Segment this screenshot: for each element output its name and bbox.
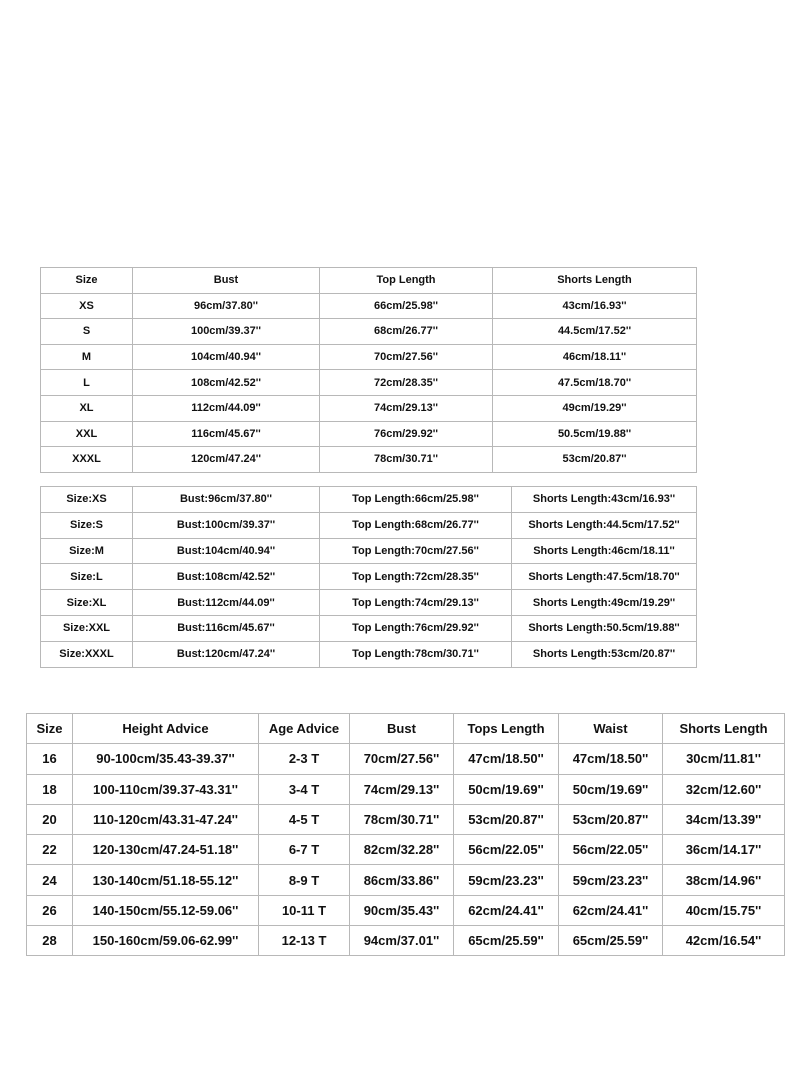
table-cell: 42cm/16.54'' (663, 926, 785, 956)
table-cell: 76cm/29.92'' (320, 421, 493, 447)
table-cell: 120cm/47.24'' (133, 447, 320, 473)
table-cell: 108cm/42.52'' (133, 370, 320, 396)
table-cell: 130-140cm/51.18-55.12'' (73, 865, 259, 895)
column-header: Age Advice (259, 714, 350, 744)
table-row (27, 835, 785, 865)
table-cell: 40cm/15.75'' (663, 895, 785, 925)
table-cell: Size:XXL (41, 615, 133, 641)
table-row (41, 538, 697, 564)
table-cell: Shorts Length:44.5cm/17.52'' (512, 512, 697, 538)
table-cell: Size:XS (41, 487, 133, 513)
table-cell: Top Length:68cm/26.77'' (320, 512, 512, 538)
table-cell: 56cm/22.05'' (559, 835, 663, 865)
table-cell: Bust:120cm/47.24'' (133, 641, 320, 667)
table-cell: 150-160cm/59.06-62.99'' (73, 926, 259, 956)
table-cell: Shorts Length:50.5cm/19.88'' (512, 615, 697, 641)
table-cell: 47cm/18.50'' (454, 744, 559, 774)
table-cell: L (41, 370, 133, 396)
table-cell: 49cm/19.29'' (493, 395, 697, 421)
table-cell: Top Length:66cm/25.98'' (320, 487, 512, 513)
table-row (41, 421, 697, 447)
table-cell: Top Length:78cm/30.71'' (320, 641, 512, 667)
table-cell: 53cm/20.87'' (454, 804, 559, 834)
table-cell: 8-9 T (259, 865, 350, 895)
table-cell: Bust:100cm/39.37'' (133, 512, 320, 538)
table-cell: 100-110cm/39.37-43.31'' (73, 774, 259, 804)
table-cell: 68cm/26.77'' (320, 319, 493, 345)
table-cell: 70cm/27.56'' (320, 344, 493, 370)
table-cell: 72cm/28.35'' (320, 370, 493, 396)
column-header: Shorts Length (663, 714, 785, 744)
kids-size-chart-table (26, 713, 785, 956)
table-cell: 24 (27, 865, 73, 895)
table-row (27, 774, 785, 804)
table-cell: M (41, 344, 133, 370)
table-cell: 56cm/22.05'' (454, 835, 559, 865)
column-header: Size (41, 268, 133, 294)
table-cell: 26 (27, 895, 73, 925)
table-cell: 44.5cm/17.52'' (493, 319, 697, 345)
table-cell: Size:XL (41, 590, 133, 616)
table-row (41, 564, 697, 590)
table-cell: 90cm/35.43'' (350, 895, 454, 925)
table-cell: 50cm/19.69'' (559, 774, 663, 804)
column-header: Height Advice (73, 714, 259, 744)
table-cell: 18 (27, 774, 73, 804)
table-cell: 74cm/29.13'' (350, 774, 454, 804)
table-cell: Size:XXXL (41, 641, 133, 667)
table-cell: S (41, 319, 133, 345)
size-chart-table (40, 267, 697, 473)
table-cell: 43cm/16.93'' (493, 293, 697, 319)
table-header-row (27, 714, 785, 744)
table-cell: 74cm/29.13'' (320, 395, 493, 421)
table-cell: 140-150cm/55.12-59.06'' (73, 895, 259, 925)
table-cell: XXXL (41, 447, 133, 473)
table-cell: XXL (41, 421, 133, 447)
table-cell: Top Length:72cm/28.35'' (320, 564, 512, 590)
table-cell: 53cm/20.87'' (493, 447, 697, 473)
table-cell: 50.5cm/19.88'' (493, 421, 697, 447)
table-cell: 12-13 T (259, 926, 350, 956)
table-cell: 86cm/33.86'' (350, 865, 454, 895)
table-cell: 28 (27, 926, 73, 956)
table-cell: Shorts Length:43cm/16.93'' (512, 487, 697, 513)
table-cell: 116cm/45.67'' (133, 421, 320, 447)
table-cell: 62cm/24.41'' (559, 895, 663, 925)
table-row (41, 319, 697, 345)
table-row (27, 865, 785, 895)
table-cell: 112cm/44.09'' (133, 395, 320, 421)
table-cell: Size:S (41, 512, 133, 538)
table-cell: Top Length:70cm/27.56'' (320, 538, 512, 564)
table-row (41, 447, 697, 473)
table-cell: 16 (27, 744, 73, 774)
table-cell: 110-120cm/43.31-47.24'' (73, 804, 259, 834)
table-header-row (41, 268, 697, 294)
table-cell: 38cm/14.96'' (663, 865, 785, 895)
table-cell: 3-4 T (259, 774, 350, 804)
labelled-size-table (40, 486, 697, 668)
table-cell: 66cm/25.98'' (320, 293, 493, 319)
table-row (41, 641, 697, 667)
table-cell: 100cm/39.37'' (133, 319, 320, 345)
column-header: Bust (133, 268, 320, 294)
table-cell: Bust:108cm/42.52'' (133, 564, 320, 590)
table-cell: 6-7 T (259, 835, 350, 865)
column-header: Top Length (320, 268, 493, 294)
table-cell: Bust:96cm/37.80'' (133, 487, 320, 513)
table-cell: Bust:116cm/45.67'' (133, 615, 320, 641)
table-row (27, 744, 785, 774)
table-cell: 47cm/18.50'' (559, 744, 663, 774)
table-cell: XS (41, 293, 133, 319)
table-cell: 59cm/23.23'' (559, 865, 663, 895)
table-row (27, 895, 785, 925)
table-cell: 59cm/23.23'' (454, 865, 559, 895)
table-cell: Shorts Length:46cm/18.11'' (512, 538, 697, 564)
table-cell: 65cm/25.59'' (454, 926, 559, 956)
table-cell: 32cm/12.60'' (663, 774, 785, 804)
table-row (41, 487, 697, 513)
table-row (27, 804, 785, 834)
table-cell: Shorts Length:47.5cm/18.70'' (512, 564, 697, 590)
table-cell: 50cm/19.69'' (454, 774, 559, 804)
column-header: Size (27, 714, 73, 744)
table-cell: 94cm/37.01'' (350, 926, 454, 956)
table-cell: 36cm/14.17'' (663, 835, 785, 865)
table-row (41, 512, 697, 538)
column-header: Shorts Length (493, 268, 697, 294)
table-row (41, 395, 697, 421)
column-header: Tops Length (454, 714, 559, 744)
table-cell: 104cm/40.94'' (133, 344, 320, 370)
table-cell: 22 (27, 835, 73, 865)
table-cell: 10-11 T (259, 895, 350, 925)
table-cell: 20 (27, 804, 73, 834)
table-cell: 62cm/24.41'' (454, 895, 559, 925)
table-cell: XL (41, 395, 133, 421)
table-cell: 82cm/32.28'' (350, 835, 454, 865)
table-row (27, 926, 785, 956)
table-cell: 90-100cm/35.43-39.37'' (73, 744, 259, 774)
table-cell: 30cm/11.81'' (663, 744, 785, 774)
table-cell: 2-3 T (259, 744, 350, 774)
table-row (41, 590, 697, 616)
table-cell: 70cm/27.56'' (350, 744, 454, 774)
table-cell: 78cm/30.71'' (320, 447, 493, 473)
table-cell: Size:M (41, 538, 133, 564)
table-cell: 47.5cm/18.70'' (493, 370, 697, 396)
table-cell: 96cm/37.80'' (133, 293, 320, 319)
table-cell: Top Length:76cm/29.92'' (320, 615, 512, 641)
table-row (41, 370, 697, 396)
table-cell: Bust:104cm/40.94'' (133, 538, 320, 564)
table-cell: 34cm/13.39'' (663, 804, 785, 834)
column-header: Bust (350, 714, 454, 744)
table-cell: 120-130cm/47.24-51.18'' (73, 835, 259, 865)
column-header: Waist (559, 714, 663, 744)
table-row (41, 293, 697, 319)
table-cell: 78cm/30.71'' (350, 804, 454, 834)
table-cell: Top Length:74cm/29.13'' (320, 590, 512, 616)
table-row (41, 615, 697, 641)
table-row (41, 344, 697, 370)
table-cell: 46cm/18.11'' (493, 344, 697, 370)
table-cell: Size:L (41, 564, 133, 590)
table-cell: 4-5 T (259, 804, 350, 834)
table-cell: Shorts Length:53cm/20.87'' (512, 641, 697, 667)
table-cell: Shorts Length:49cm/19.29'' (512, 590, 697, 616)
table-cell: 53cm/20.87'' (559, 804, 663, 834)
table-cell: Bust:112cm/44.09'' (133, 590, 320, 616)
table-cell: 65cm/25.59'' (559, 926, 663, 956)
